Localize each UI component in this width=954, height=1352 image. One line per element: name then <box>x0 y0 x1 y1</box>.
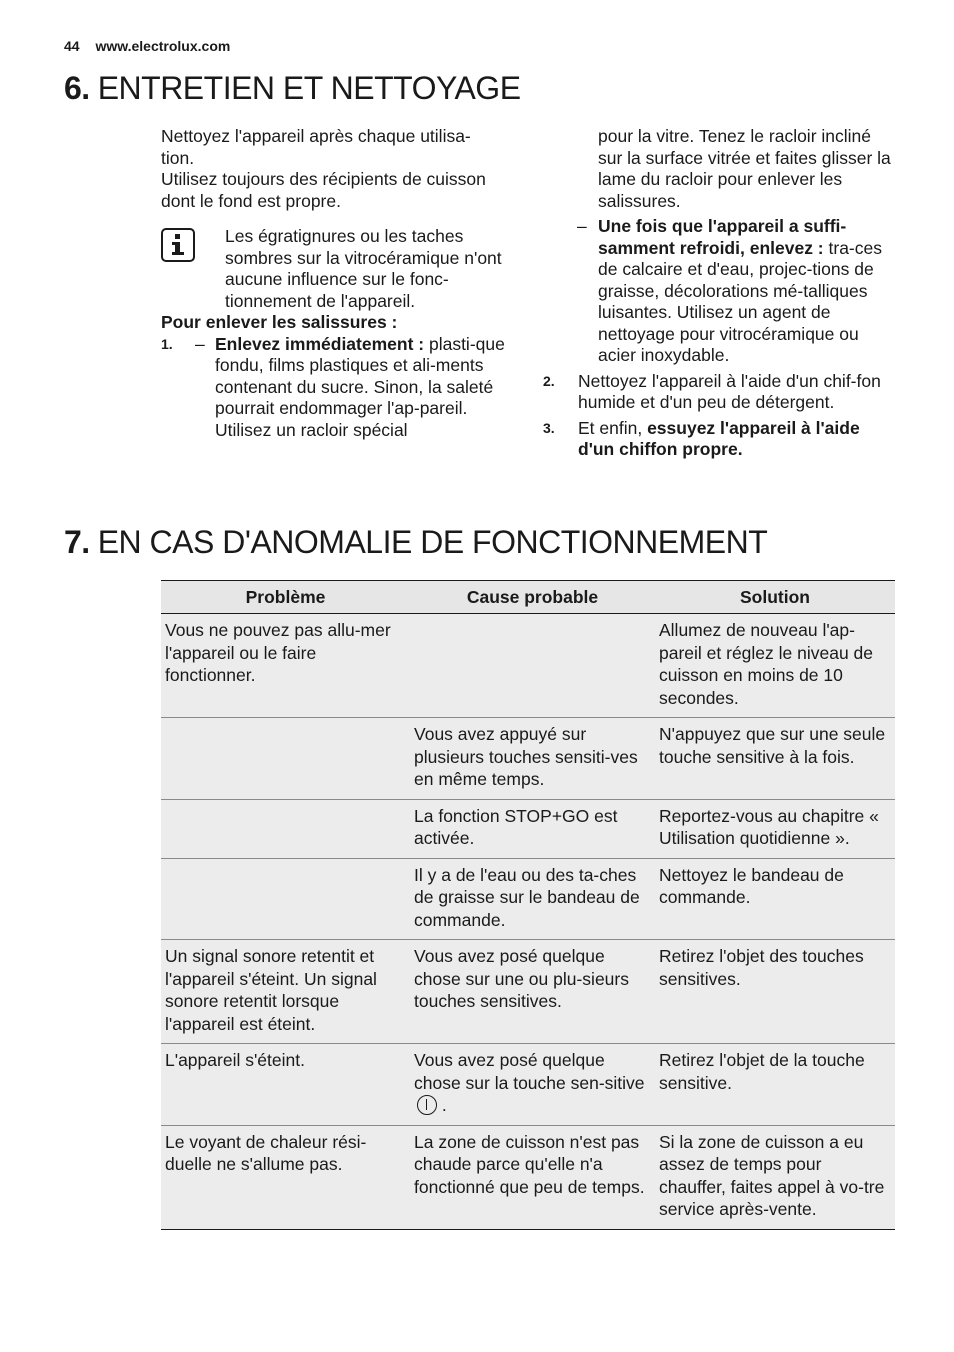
problem-cell <box>161 799 410 858</box>
step-1b-bold: Une fois que l'appareil a suffi-samment refroidi, enlevez : <box>598 216 847 258</box>
intro-line-1: Nettoyez l'appareil après chaque utilisa-tion. <box>161 126 471 168</box>
cause-cell: La fonction STOP+GO est activée. <box>410 799 655 858</box>
step-1a-continued: pour la vitre. Tenez le racloir incliné sur la surface vitrée et faites glisser la lame du racloir pour enlever les salissures. <box>598 126 891 211</box>
step-1b-text: tra-ces de calcaire et d'eau, projec-tions de graisse, décolorations mé-talliques luisantes. Utilisez un agent de nettoyage pour vitrocéramique ou acier inoxydable. <box>598 237 882 365</box>
step-1-number: 1. <box>161 335 173 352</box>
dash-marker: – <box>577 216 587 236</box>
subheading-remove-dirt: Pour enlever les salissures : <box>161 312 398 332</box>
problem-cell: Vous ne pouvez pas allu-mer l'appareil ou le faire fonctionner. <box>161 614 410 718</box>
step-1b <box>543 216 898 367</box>
table-row <box>161 799 895 858</box>
step-3-paragraph <box>578 418 896 461</box>
problem-cell: Le voyant de chaleur rési-duelle ne s'allume pas. <box>161 1125 410 1229</box>
step-2 <box>543 371 898 414</box>
cause-cell: La zone de cuisson n'est pas chaude parce qu'elle n'a fonctionné que peu de temps. <box>410 1125 655 1229</box>
header-cause: Cause probable <box>410 581 655 614</box>
solution-cell: Retirez l'objet des touches sensitives. <box>655 940 895 1044</box>
left-column <box>161 126 516 441</box>
page-header <box>64 38 230 54</box>
table-row <box>161 718 895 800</box>
page-number: 44 <box>64 38 80 54</box>
problem-cell: Un signal sonore retentit et l'appareil s'éteint. Un signal sonore retentit lorsque l'appareil est éteint. <box>161 940 410 1044</box>
table-row <box>161 858 895 940</box>
cause-suffix: . <box>437 1095 447 1115</box>
step-3-bold: essuyez l'appareil à l'aide d'un chiffon propre. <box>578 417 860 459</box>
cause-cell: Il y a de l'eau ou des ta-ches de graisse sur le bandeau de commande. <box>410 858 655 940</box>
step-1b-paragraph <box>598 216 896 367</box>
cause-cell: Vous avez posé quelque chose sur une ou plu-sieurs touches sensitives. <box>410 940 655 1044</box>
dash-marker: – <box>195 333 205 354</box>
step-3-number: 3. <box>543 419 555 436</box>
info-icon <box>161 228 195 262</box>
table-row <box>161 1044 895 1126</box>
right-column <box>543 126 898 461</box>
table-row <box>161 614 895 718</box>
website-url: www.electrolux.com <box>95 38 231 54</box>
section-6-number: 6. <box>64 70 90 106</box>
section-7-number: 7. <box>64 524 90 560</box>
table-row <box>161 940 895 1044</box>
intro-line-2: Utilisez toujours des récipients de cuisson dont le fond est propre. <box>161 169 486 211</box>
solution-cell: Reportez-vous au chapitre « Utilisation quotidienne ». <box>655 799 895 858</box>
header-problem: Problème <box>161 581 410 614</box>
step-1a-text: plasti-que fondu, films plastiques et ali-ments contenant du sucre. Sinon, la saleté pourrait endommager l'ap-pareil. Utilisez un racloir spécial <box>215 333 505 440</box>
problem-cell: L'appareil s'éteint. <box>161 1044 410 1126</box>
solution-cell: Retirez l'objet de la touche sensitive. <box>655 1044 895 1126</box>
info-glyph <box>168 233 188 257</box>
step-2-number: 2. <box>543 372 555 389</box>
power-icon <box>417 1095 437 1115</box>
step-1a <box>215 334 513 442</box>
solution-cell: N'appuyez que sur une seule touche sensitive à la fois. <box>655 718 895 800</box>
troubleshooting-table <box>161 580 895 1230</box>
section-6-heading <box>64 70 521 107</box>
cause-text: Vous avez posé quelque chose sur la touche sen-sitive <box>414 1050 645 1093</box>
section-6-title: ENTRETIEN ET NETTOYAGE <box>97 70 521 106</box>
solution-cell: Allumez de nouveau l'ap-pareil et réglez le niveau de cuisson en moins de 10 secondes. <box>655 614 895 718</box>
solution-cell: Si la zone de cuisson a eu assez de temps pour chauffer, faites appel à vo-tre service après-vente. <box>655 1125 895 1229</box>
solution-cell: Nettoyez le bandeau de commande. <box>655 858 895 940</box>
step-3-text: Et enfin, <box>578 417 648 438</box>
step-3 <box>543 418 898 461</box>
step-1a-bold: Enlevez immédiatement : <box>215 333 425 354</box>
problem-cell <box>161 718 410 800</box>
problem-cell <box>161 858 410 940</box>
info-note-text: Les égratignures ou les taches sombres sur la vitrocéramique n'ont aucune influence sur le fonc-tionnement de l'appareil. <box>225 226 502 311</box>
cause-cell <box>410 614 655 718</box>
cause-cell: Vous avez appuyé sur plusieurs touches sensiti-ves en même temps. <box>410 718 655 800</box>
info-note <box>161 226 516 312</box>
section-7-heading <box>64 524 767 561</box>
step-2-text: Nettoyez l'appareil à l'aide d'un chif-fon humide et d'un peu de détergent. <box>578 370 881 412</box>
step-1 <box>161 334 516 442</box>
table-row <box>161 1125 895 1229</box>
cause-cell <box>410 1044 655 1126</box>
table-header-row <box>161 581 895 614</box>
header-solution: Solution <box>655 581 895 614</box>
section-7-title: EN CAS D'ANOMALIE DE FONCTIONNEMENT <box>97 524 768 560</box>
